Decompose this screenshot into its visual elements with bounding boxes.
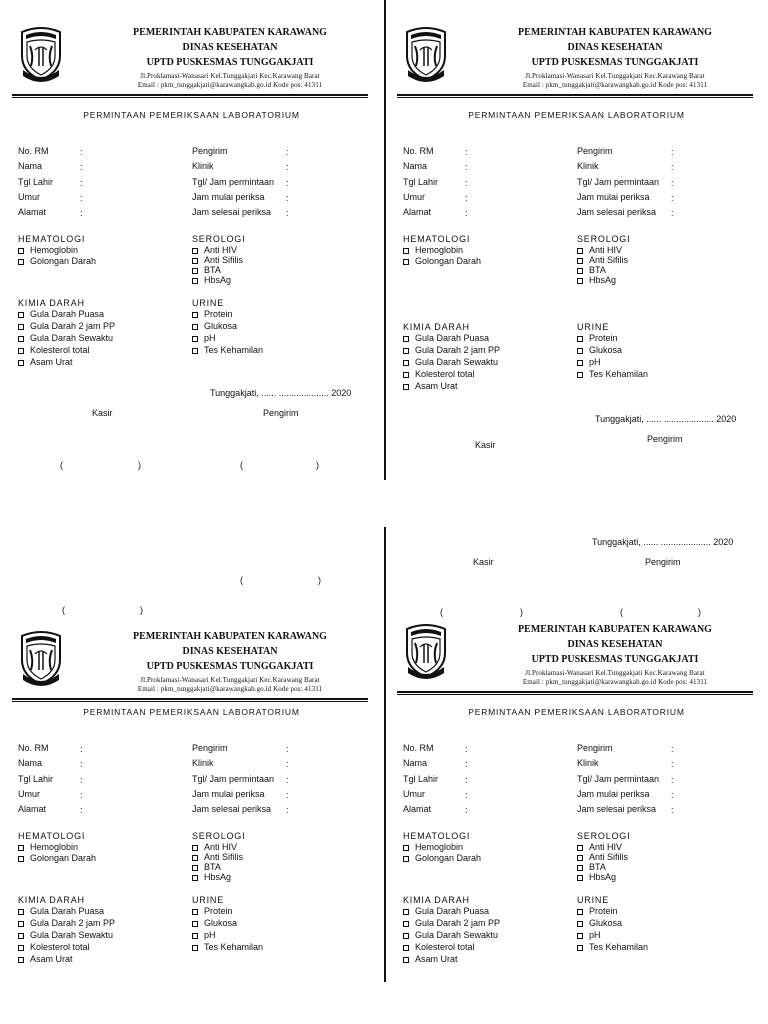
kasir-label: Kasir [92, 408, 113, 418]
section-title-hematologi: HEMATOLOGI [403, 234, 471, 244]
header-line2: DINAS KESEHATAN [182, 646, 278, 657]
signature-date-line: Tunggakjati, ...... .................... 2020 [592, 537, 734, 547]
checkbox-label: Asam Urat [415, 954, 458, 964]
checkbox-label: BTA [204, 862, 221, 872]
checkbox-label: Hemoglobin [415, 842, 464, 852]
checkbox-label: Kolesterol total [415, 942, 475, 952]
field-colon-right: : [671, 208, 674, 218]
section-title-serologi: SEROLOGI [577, 831, 631, 841]
header-email: Email : pkm_tunggakjati@karawangkab.go.id Kode pos: 41311 [137, 81, 323, 89]
checkbox-label: Gula Darah 2 jam PP [415, 345, 501, 355]
field-colon-right: : [671, 193, 674, 203]
checkbox-label: Kolesterol total [30, 942, 90, 952]
section-title-urine: URINE [577, 895, 610, 905]
checkbox-label: BTA [589, 265, 606, 275]
header-line1: PEMERINTAH KABUPATEN KARAWANG [518, 27, 712, 38]
checkbox-label: Asam Urat [30, 357, 73, 367]
header-email: Email : pkm_tunggakjati@karawangkab.go.id Kode pos: 41311 [522, 81, 708, 89]
form-title: PERMINTAAN PEMERIKSAAN LABORATORIUM [468, 707, 685, 717]
field-label-right: Tgl/ Jam permintaan [192, 177, 275, 187]
checkbox-label: Golongan Darah [415, 256, 482, 266]
checkbox-label: BTA [589, 862, 606, 872]
field-label-right: Klinik [192, 161, 214, 171]
field-label-left: Umur [403, 789, 425, 799]
field-label-right: Jam mulai periksa [577, 789, 650, 799]
checkbox-label: Hemoglobin [30, 245, 79, 255]
field-label-right: Klinik [577, 758, 599, 768]
checkbox-label: Gula Darah Puasa [30, 906, 105, 916]
kasir-label: Kasir [475, 440, 496, 450]
signature-paren: ( [240, 460, 243, 470]
checkbox-label: Protein [204, 309, 233, 319]
checkbox-label: pH [589, 930, 601, 940]
kasir-label: Kasir [473, 557, 494, 567]
field-colon-left: : [80, 147, 83, 157]
field-colon-right: : [671, 147, 674, 157]
checkbox-label: Anti HIV [589, 245, 623, 255]
checkbox-label: Glukosa [204, 321, 238, 331]
field-label-right: Jam selesai periksa [577, 804, 657, 814]
checkbox-label: HbsAg [589, 275, 617, 285]
field-label-left: Umur [403, 192, 425, 202]
header-email: Email : pkm_tunggakjati@karawangkab.go.id Kode pos: 41311 [137, 685, 323, 693]
field-colon-left: : [80, 208, 83, 218]
form-top-left-signature-continued [0, 0, 383, 1024]
field-colon-right: : [286, 193, 289, 203]
field-colon-left: : [465, 805, 468, 815]
header-line3: UPTD PUSKESMAS TUNGGAKJATI [146, 661, 314, 672]
field-label-left: No. RM [403, 146, 434, 156]
field-label-left: Tgl Lahir [18, 177, 54, 187]
checkbox-label: Golongan Darah [415, 853, 482, 863]
field-label-left: Nama [403, 758, 428, 768]
section-title-serologi: SEROLOGI [192, 234, 246, 244]
checkbox-label: Gula Darah 2 jam PP [30, 321, 116, 331]
field-colon-left: : [465, 178, 468, 188]
field-colon-left: : [465, 147, 468, 157]
checkbox-label: Gula Darah Puasa [415, 333, 490, 343]
header-line3: UPTD PUSKESMAS TUNGGAKJATI [531, 57, 699, 68]
field-label-right: Jam mulai periksa [192, 192, 265, 202]
field-label-left: Tgl Lahir [403, 177, 439, 187]
field-colon-right: : [286, 805, 289, 815]
field-colon-left: : [80, 162, 83, 172]
field-label-right: Jam mulai periksa [192, 789, 265, 799]
checkbox-label: HbsAg [204, 275, 232, 285]
checkbox-label: Tes Kehamilan [204, 345, 264, 355]
field-label-right: Tgl/ Jam permintaan [192, 774, 275, 784]
field-colon-right: : [671, 162, 674, 172]
header-address: Jl.Proklamasi-Wanasari Kel.Tunggakjati Kec.Karawang Barat [140, 72, 320, 80]
field-colon-right: : [671, 805, 674, 815]
signature-date-line: Tunggakjati, ...... .................... 2020 [210, 388, 352, 398]
signature-paren: ) [698, 607, 701, 617]
field-colon-right: : [286, 147, 289, 157]
section-title-kimia: KIMIA DARAH [18, 895, 85, 905]
checkbox-label: Hemoglobin [415, 245, 464, 255]
signature-paren: ) [140, 605, 143, 615]
section-title-urine: URINE [192, 298, 225, 308]
field-label-left: Alamat [18, 207, 47, 217]
checkbox-label: Gula Darah 2 jam PP [30, 918, 116, 928]
signature-paren: ( [60, 460, 63, 470]
checkbox-label: Anti HIV [204, 842, 238, 852]
checkbox-label: Anti HIV [589, 842, 623, 852]
field-label-left: Nama [403, 161, 428, 171]
checkbox-label: Kolesterol total [415, 369, 475, 379]
signature-paren: ) [138, 460, 141, 470]
checkbox-label: Tes Kehamilan [589, 942, 649, 952]
header-address: Jl.Proklamasi-Wanasari Kel.Tunggakjati Kec.Karawang Barat [525, 72, 705, 80]
section-title-urine: URINE [192, 895, 225, 905]
checkbox-label: Anti Sifilis [589, 852, 629, 862]
header-line3: UPTD PUSKESMAS TUNGGAKJATI [146, 57, 314, 68]
field-colon-right: : [286, 744, 289, 754]
header-line2: DINAS KESEHATAN [567, 42, 663, 53]
field-label-left: No. RM [403, 743, 434, 753]
field-colon-left: : [465, 759, 468, 769]
header-line1: PEMERINTAH KABUPATEN KARAWANG [133, 27, 327, 38]
pengirim-label: Pengirim [647, 434, 683, 444]
field-label-right: Tgl/ Jam permintaan [577, 177, 660, 187]
section-title-hematologi: HEMATOLOGI [18, 234, 86, 244]
signature-date-line: Tunggakjati, ...... .................... 2020 [595, 414, 737, 424]
field-label-right: Pengirim [577, 743, 613, 753]
field-colon-right: : [286, 790, 289, 800]
field-label-right: Pengirim [192, 743, 228, 753]
checkbox-label: Kolesterol total [30, 345, 90, 355]
section-title-serologi: SEROLOGI [192, 831, 246, 841]
checkbox-label: Gula Darah Sewaktu [30, 930, 114, 940]
field-colon-left: : [80, 775, 83, 785]
field-colon-left: : [80, 790, 83, 800]
field-colon-left: : [465, 208, 468, 218]
field-label-right: Jam selesai periksa [192, 804, 272, 814]
field-colon-left: : [465, 775, 468, 785]
form-title: PERMINTAAN PEMERIKSAAN LABORATORIUM [83, 110, 300, 120]
field-label-left: Tgl Lahir [18, 774, 54, 784]
field-colon-right: : [286, 162, 289, 172]
header-address: Jl.Proklamasi-Wanasari Kel.Tunggakjati Kec.Karawang Barat [140, 676, 320, 684]
checkbox-label: HbsAg [204, 872, 232, 882]
signature-paren: ) [316, 460, 319, 470]
field-label-left: No. RM [18, 146, 49, 156]
section-title-urine: URINE [577, 322, 610, 332]
checkbox-label: Protein [589, 333, 618, 343]
form-top-right-signature-continued [385, 0, 768, 1024]
field-colon-right: : [671, 178, 674, 188]
field-label-right: Jam selesai periksa [192, 207, 272, 217]
field-colon-left: : [80, 178, 83, 188]
field-colon-right: : [671, 744, 674, 754]
pengirim-label: Pengirim [263, 408, 299, 418]
field-colon-right: : [286, 178, 289, 188]
field-label-right: Tgl/ Jam permintaan [577, 774, 660, 784]
form-title: PERMINTAAN PEMERIKSAAN LABORATORIUM [83, 707, 300, 717]
field-label-left: Umur [18, 789, 40, 799]
checkbox-label: Gula Darah Sewaktu [415, 357, 499, 367]
field-label-right: Pengirim [577, 146, 613, 156]
section-title-serologi: SEROLOGI [577, 234, 631, 244]
header-address: Jl.Proklamasi-Wanasari Kel.Tunggakjati Kec.Karawang Barat [525, 669, 705, 677]
checkbox-label: pH [204, 333, 216, 343]
checkbox-label: Anti HIV [204, 245, 238, 255]
checkbox-label: Gula Darah 2 jam PP [415, 918, 501, 928]
checkbox-label: Anti Sifilis [589, 255, 629, 265]
field-colon-right: : [671, 775, 674, 785]
field-colon-right: : [671, 790, 674, 800]
checkbox-label: Anti Sifilis [204, 852, 244, 862]
field-colon-left: : [80, 805, 83, 815]
checkbox-label: BTA [204, 265, 221, 275]
section-title-kimia: KIMIA DARAH [18, 298, 85, 308]
header-line2: DINAS KESEHATAN [567, 639, 663, 650]
field-colon-left: : [80, 193, 83, 203]
checkbox-label: pH [204, 930, 216, 940]
field-colon-left: : [465, 744, 468, 754]
checkbox-label: Asam Urat [30, 954, 73, 964]
checkbox-label: Glukosa [204, 918, 238, 928]
header-email: Email : pkm_tunggakjati@karawangkab.go.id Kode pos: 41311 [522, 678, 708, 686]
field-label-left: Nama [18, 161, 43, 171]
section-title-kimia: KIMIA DARAH [403, 895, 470, 905]
field-label-right: Jam mulai periksa [577, 192, 650, 202]
checkbox-label: Golongan Darah [30, 256, 97, 266]
field-colon-right: : [286, 775, 289, 785]
section-title-hematologi: HEMATOLOGI [403, 831, 471, 841]
signature-paren: ) [318, 575, 321, 585]
section-title-hematologi: HEMATOLOGI [18, 831, 86, 841]
signature-paren: ( [240, 575, 243, 585]
checkbox-label: Asam Urat [415, 381, 458, 391]
checkbox-label: Gula Darah Puasa [415, 906, 490, 916]
checkbox-label: Protein [589, 906, 618, 916]
checkbox-label: Tes Kehamilan [204, 942, 264, 952]
field-colon-left: : [80, 744, 83, 754]
checkbox-label: Gula Darah Sewaktu [415, 930, 499, 940]
field-label-left: Alamat [18, 804, 47, 814]
signature-paren: ( [620, 607, 623, 617]
checkbox-label: pH [589, 357, 601, 367]
signature-paren: ) [520, 607, 523, 617]
checkbox-label: Protein [204, 906, 233, 916]
field-label-right: Jam selesai periksa [577, 207, 657, 217]
field-label-left: Umur [18, 192, 40, 202]
checkbox-label: Tes Kehamilan [589, 369, 649, 379]
field-label-left: Alamat [403, 804, 432, 814]
pengirim-label: Pengirim [645, 557, 681, 567]
checkbox-label: HbsAg [589, 872, 617, 882]
field-label-right: Klinik [577, 161, 599, 171]
field-label-left: Tgl Lahir [403, 774, 439, 784]
checkbox-label: Glukosa [589, 918, 623, 928]
field-label-right: Pengirim [192, 146, 228, 156]
checkbox-label: Gula Darah Sewaktu [30, 333, 114, 343]
field-label-left: No. RM [18, 743, 49, 753]
field-colon-left: : [465, 193, 468, 203]
field-colon-left: : [465, 790, 468, 800]
field-colon-right: : [286, 759, 289, 769]
header-line1: PEMERINTAH KABUPATEN KARAWANG [133, 631, 327, 642]
field-colon-left: : [465, 162, 468, 172]
header-line3: UPTD PUSKESMAS TUNGGAKJATI [531, 654, 699, 665]
signature-paren: ( [440, 607, 443, 617]
checkbox-label: Gula Darah Puasa [30, 309, 105, 319]
field-colon-right: : [671, 759, 674, 769]
header-line2: DINAS KESEHATAN [182, 42, 278, 53]
checkbox-label: Golongan Darah [30, 853, 97, 863]
checkbox-label: Hemoglobin [30, 842, 79, 852]
field-colon-left: : [80, 759, 83, 769]
form-title: PERMINTAAN PEMERIKSAAN LABORATORIUM [468, 110, 685, 120]
field-label-right: Klinik [192, 758, 214, 768]
checkbox-label: Glukosa [589, 345, 623, 355]
field-label-left: Alamat [403, 207, 432, 217]
field-label-left: Nama [18, 758, 43, 768]
signature-paren: ( [62, 605, 65, 615]
section-title-kimia: KIMIA DARAH [403, 322, 470, 332]
checkbox-label: Anti Sifilis [204, 255, 244, 265]
field-colon-right: : [286, 208, 289, 218]
header-line1: PEMERINTAH KABUPATEN KARAWANG [518, 624, 712, 635]
